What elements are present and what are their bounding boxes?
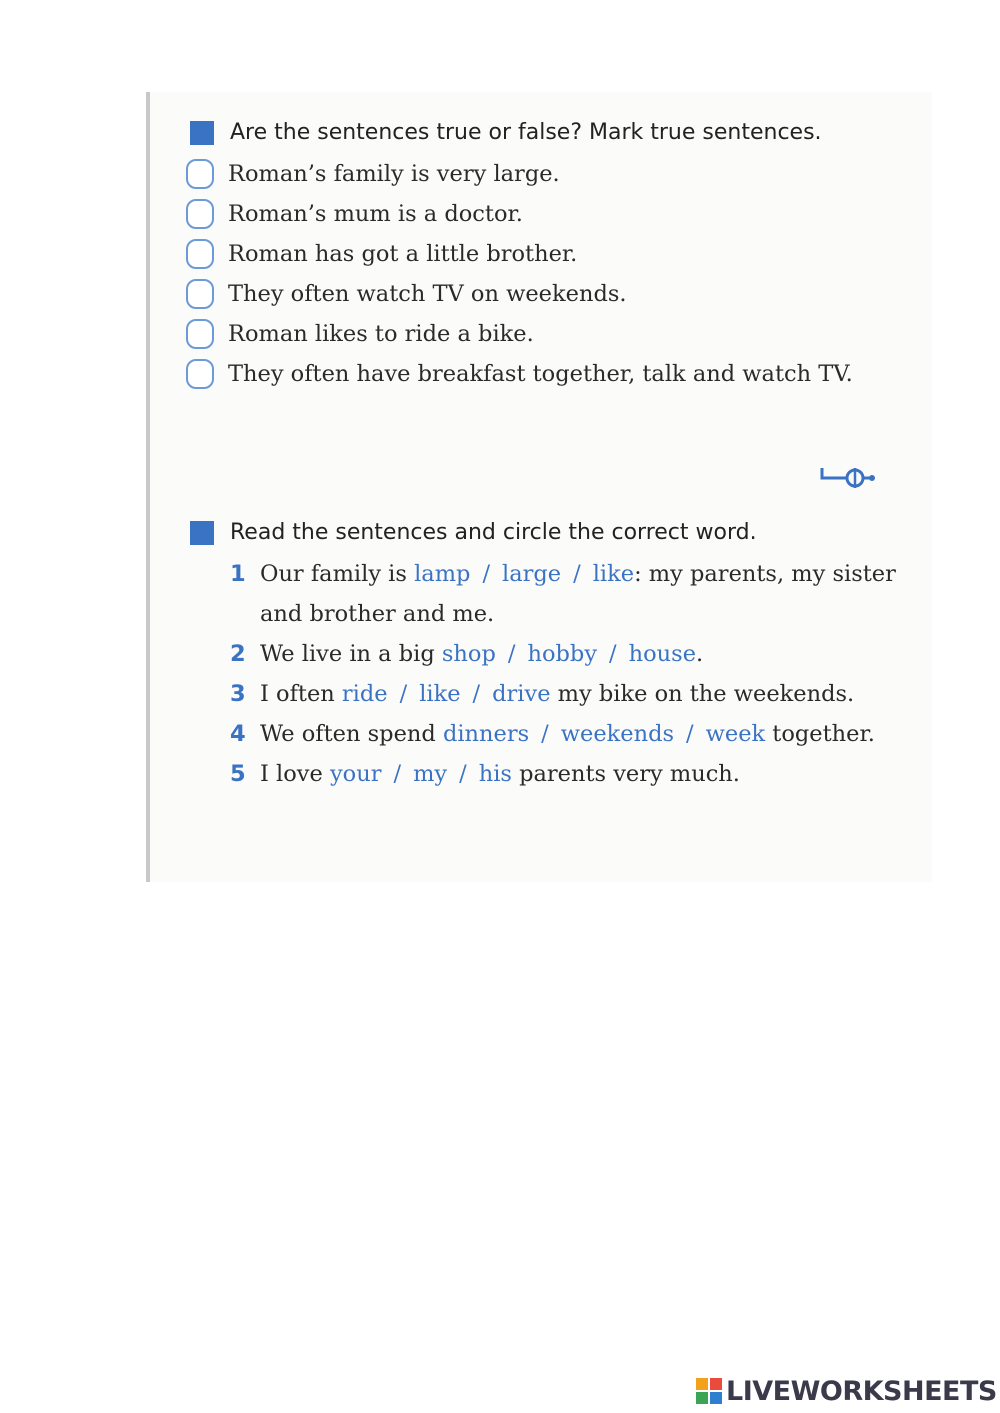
liveworksheets-logo-icon bbox=[696, 1378, 722, 1404]
true-checkbox[interactable] bbox=[186, 279, 214, 309]
true-checkbox[interactable] bbox=[186, 359, 214, 389]
word-option[interactable]: ride bbox=[341, 681, 388, 707]
question-number: 3 bbox=[230, 681, 246, 707]
exercise-circle-word bbox=[186, 512, 912, 794]
option-separator: / bbox=[472, 681, 481, 707]
question-item bbox=[186, 754, 912, 794]
true-false-list bbox=[186, 154, 912, 394]
sentence-text: Roman’s mum is a doctor. bbox=[228, 201, 523, 227]
sentence-before: We often spend bbox=[260, 721, 443, 747]
true-false-item bbox=[186, 314, 912, 354]
true-checkbox[interactable] bbox=[186, 199, 214, 229]
true-checkbox[interactable] bbox=[186, 319, 214, 349]
word-option[interactable]: weekends bbox=[560, 721, 675, 747]
sentence-after: my bike on the weekends. bbox=[550, 681, 855, 707]
word-option[interactable]: lamp bbox=[414, 561, 471, 587]
question-number: 4 bbox=[230, 721, 246, 747]
word-option[interactable]: my bbox=[413, 761, 448, 787]
word-option[interactable]: dinners bbox=[442, 721, 530, 747]
option-separator: / bbox=[399, 681, 408, 707]
word-option[interactable]: drive bbox=[492, 681, 551, 707]
true-checkbox[interactable] bbox=[186, 159, 214, 189]
true-false-item bbox=[186, 194, 912, 234]
sentence-before: We live in a big bbox=[260, 641, 442, 667]
exercise-heading bbox=[186, 512, 912, 554]
true-false-item bbox=[186, 234, 912, 274]
true-false-item bbox=[186, 154, 912, 194]
sentence-text: They often watch TV on weekends. bbox=[228, 281, 627, 307]
sentence-text: Roman likes to ride a bike. bbox=[228, 321, 534, 347]
sentence-text: They often have breakfast together, talk and watch TV. bbox=[228, 361, 853, 387]
brand-name: LIVEWORKSHEETS bbox=[726, 1375, 997, 1407]
option-separator: / bbox=[541, 721, 549, 747]
option-separator: / bbox=[573, 561, 581, 587]
heading-text: Read the sentences and circle the correct word. bbox=[230, 520, 757, 545]
sentence-after: parents very much. bbox=[511, 761, 740, 787]
question-item bbox=[186, 714, 912, 754]
option-separator: / bbox=[686, 721, 694, 747]
option-separator: / bbox=[459, 761, 467, 787]
sentence-after: : my parents, my sister and brother and me. bbox=[260, 561, 896, 627]
heading-square-icon bbox=[190, 521, 214, 545]
true-false-item bbox=[186, 274, 912, 314]
sentence-before: I often bbox=[260, 681, 342, 707]
sentence-text: Roman’s family is very large. bbox=[228, 161, 560, 187]
sentence-before: I love bbox=[260, 761, 330, 787]
word-option[interactable]: week bbox=[705, 721, 766, 747]
heading-square-icon bbox=[190, 121, 214, 145]
word-option[interactable]: like bbox=[419, 681, 461, 707]
sentence-text: Roman has got a little brother. bbox=[228, 241, 578, 267]
exercise-heading bbox=[186, 112, 912, 154]
key-icon bbox=[818, 464, 876, 488]
word-option[interactable]: his bbox=[478, 761, 512, 787]
question-list bbox=[186, 554, 912, 794]
heading-text: Are the sentences true or false? Mark true sentences. bbox=[230, 120, 822, 145]
option-separator: / bbox=[507, 641, 516, 667]
word-option[interactable]: house bbox=[628, 641, 697, 667]
word-option[interactable]: hobby bbox=[527, 641, 598, 667]
question-item bbox=[186, 634, 912, 674]
word-option[interactable]: like bbox=[592, 561, 635, 587]
question-number: 5 bbox=[230, 761, 246, 787]
word-option[interactable]: large bbox=[502, 561, 562, 587]
sentence-after: together. bbox=[765, 721, 875, 747]
true-false-item bbox=[186, 354, 912, 394]
option-separator: / bbox=[393, 761, 402, 787]
sentence-before: Our family is bbox=[260, 561, 415, 587]
question-number: 2 bbox=[230, 641, 246, 667]
exercise-true-false bbox=[186, 112, 912, 394]
option-separator: / bbox=[609, 641, 617, 667]
worksheet-page bbox=[146, 92, 932, 882]
question-item bbox=[186, 554, 912, 634]
word-option[interactable]: your bbox=[329, 761, 382, 787]
true-checkbox[interactable] bbox=[186, 239, 214, 269]
question-number: 1 bbox=[230, 561, 246, 587]
liveworksheets-logo bbox=[696, 1374, 997, 1408]
question-item bbox=[186, 674, 912, 714]
word-option[interactable]: shop bbox=[441, 641, 496, 667]
option-separator: / bbox=[482, 561, 491, 587]
sentence-after: . bbox=[696, 641, 704, 667]
